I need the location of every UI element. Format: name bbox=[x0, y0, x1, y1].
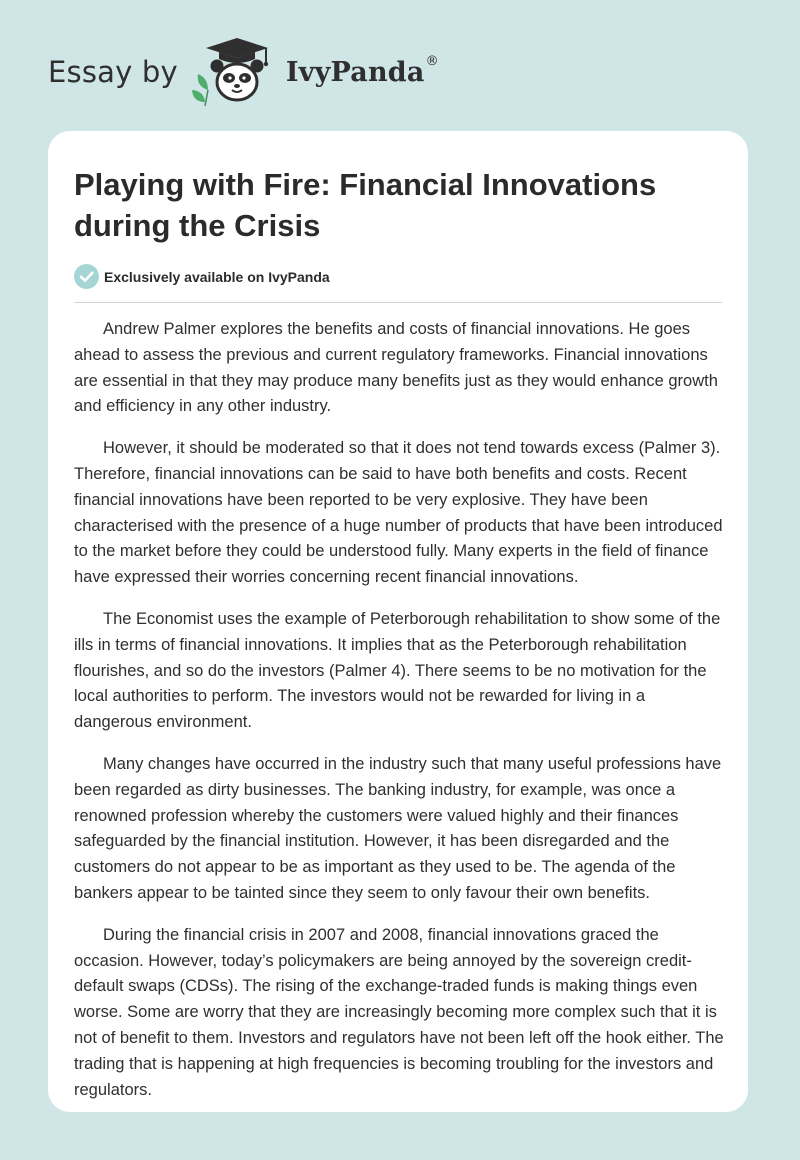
registered-mark: ® bbox=[425, 53, 439, 69]
essay-paragraph: Andrew Palmer explores the benefits and costs of financial innovations. He goes ahead to assess the previous and current regulatory frameworks. Financial innovations are essential in that they may produce many benefits just as they would enhance growth and efficiency in any other industry. bbox=[74, 320, 718, 416]
essay-body bbox=[74, 317, 724, 1119]
essay-paragraph: The Economist uses the example of Peterborough rehabilitation to show some of the ills in terms of financial innovations. It implies that as the Peterborough rehabilitation flourishes, and so do the investors (Palmer 4). There seems to be no motivation for the local authorities to perform. The investors would not be rewarded for living in a dangerous environment. bbox=[74, 609, 721, 732]
site-header-brand[interactable] bbox=[48, 36, 439, 108]
essay-title: Playing with Fire: Financial Innovations during the Crisis bbox=[74, 167, 657, 243]
essay-paragraph: During the financial crisis in 2007 and 2008, financial innovations graced the occasion. However, today’s policymakers are being annoyed by the sovereign credit-default swaps (CDSs). The rising of the exchange-traded funds is making things even worse. Some are worry that they are increasingly becoming more complex such that it is not of benefit to them. Investors and regulators have not been left off the hook either. The trading that is happening at high frequencies is becoming troubling for the investors and regulators. bbox=[74, 925, 724, 1099]
essay-paragraph: Many changes have occurred in the industry such that many useful professions have been regarded as dirty businesses. The banking industry, for example, was once a renowned profession whereby the customers were valued highly and their finances safeguarded by the financial institution. However, it has been disregarded and the customers do not appear to be as important as they used to be. The agenda of the bankers appear to be tainted since they seem to only favour their own benefits. bbox=[74, 754, 722, 902]
essay-card bbox=[48, 131, 748, 1112]
exclusive-badge-label: Exclusively available on IvyPanda bbox=[104, 268, 330, 285]
ivypanda-brand-name: IvyPanda bbox=[285, 56, 425, 88]
panda-logo-icon bbox=[192, 36, 282, 108]
title-divider bbox=[74, 302, 722, 303]
essay-by-label: Essay by bbox=[48, 55, 178, 89]
exclusive-badge bbox=[74, 264, 330, 289]
check-circle-icon bbox=[74, 264, 99, 289]
essay-paragraph: However, it should be moderated so that it does not tend towards excess (Palmer 3). Therefore, financial innovations can be said to have both benefits and costs. Recent financial innovations have been reported to be very explosive. They have been characterised with the presence of a huge number of products that have been introduced to the market before they could be understood fully. Many experts in the field of finance have expressed their worries concerning recent financial innovations. bbox=[74, 439, 723, 587]
